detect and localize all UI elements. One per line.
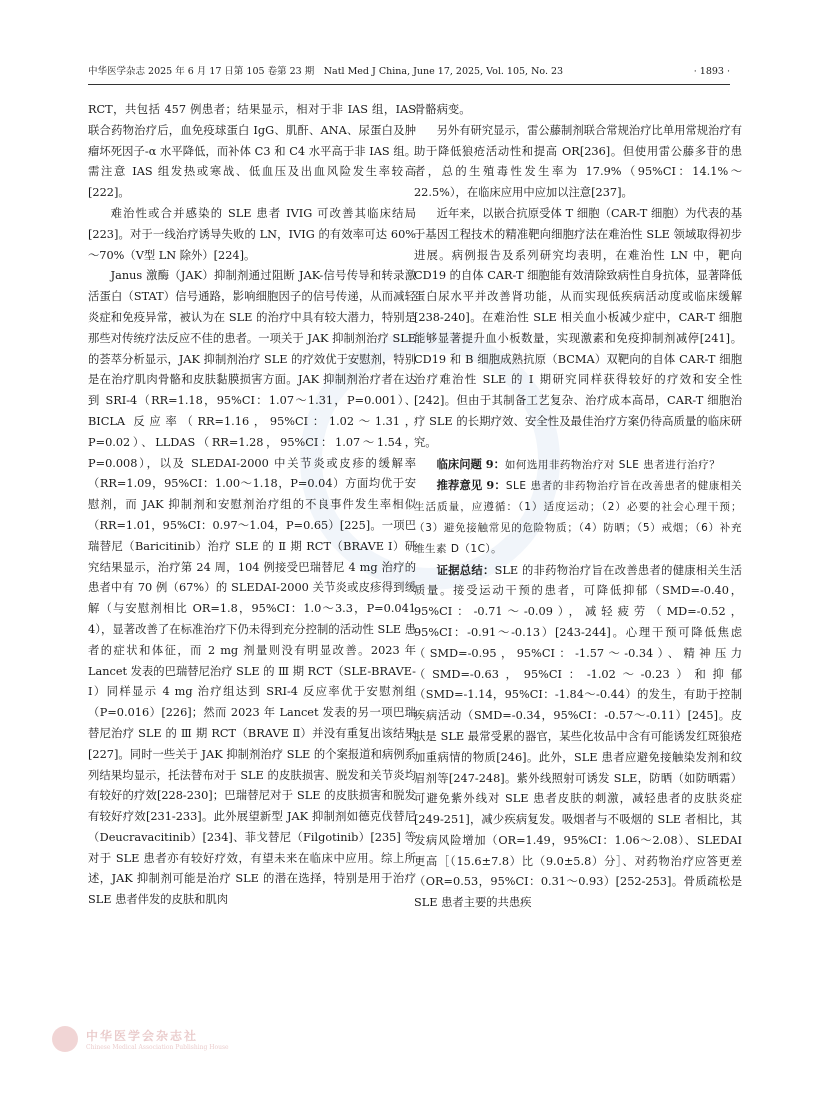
paragraph-ias-results: RCT，共包括 457 例患者；结果显示，相对于非 IAS 组，IAS 联合药物治疗后，血免疫球蛋白 IgG、肌酐、ANA、尿蛋白及肿瘤坏死因子-α 水平降低，而补体 C3 和 C4 水平高于非 IAS 组。需注意 IAS 组发热或寒战、低血压及出血风险发生率较高[222]。: [88, 103, 416, 200]
clinical-question-9: [414, 454, 742, 476]
publisher-watermark: [52, 1022, 229, 1056]
header-divider: [88, 84, 730, 85]
left-column: [88, 100, 416, 911]
evidence-summary: [414, 560, 742, 915]
evidence-label: 证据总结：: [436, 562, 495, 577]
page-number: · 1893 ·: [693, 66, 730, 77]
publisher-name-en: Chinese Medical Association Publishing House: [86, 1044, 229, 1051]
paragraph-continuation: 骨骼病变。: [414, 103, 471, 116]
paragraph-ivig: 难治性或合并感染的 SLE 患者 IVIG 可改善其临床结局[223]。对于一线治疗诱导失败的 LN，IVIG 的有效率可达 60%～70%（Ⅴ型 LN 除外）[224]。: [88, 206, 416, 262]
publisher-name-cn: 中华医学会杂志社: [86, 1029, 199, 1043]
recommendation-label: 推荐意见 9：: [436, 478, 506, 493]
recommendation-9: [414, 475, 742, 559]
publisher-logo-icon: [52, 1026, 78, 1052]
right-column: [414, 100, 742, 914]
question-text: 如何选用非药物治疗对 SLE 患者进行治疗？: [504, 458, 721, 471]
question-label: 临床问题 9：: [436, 456, 505, 471]
paragraph-tripterygium: 另外有研究显示，雷公藤制剂联合常规治疗比单用常规治疗有助于降低狼疮活动性和提高 OR[236]。但使用雷公藤多苷的患者，总的生殖毒性发生率为 17.9%（95%CI：14.1%～22.5%），在临床应用中应加以注意[237]。: [414, 123, 742, 200]
paragraph-car-t: 近年来，以嵌合抗原受体 T 细胞（CAR-T 细胞）为代表的基于基因工程技术的精准靶向细胞疗法在难治性 SLE 领域取得初步进展。病例报告及系列研究均表明，在难治性 LN 中，靶向 CD19 的自体 CAR-T 细胞能有效清除致病性自身抗体，显著降低蛋白尿水平并改善肾功能，从而实现低疾病活动度或临床缓解[238-240]。在难治性 SLE 相关血小板减少症中，CAR-T 细胞能够显著提升血小板数量，实现激素和免疫抑制剂减停[241]。CD19 和 B 细胞成熟抗原（BCMA）双靶向的自体 CAR-T 细胞治疗难治性 SLE 的 Ⅰ 期研究同样获得较好的疗效和安全性[242]。但由于其制备工艺复杂、治疗成本高昂，CAR-T 细胞治疗 SLE 的长期疗效、安全性及最佳治疗方案仍待高质量的临床研究。: [414, 206, 742, 449]
evidence-text: SLE 的非药物治疗旨在改善患者的健康相关生活质量。接受运动干预的患者，可降低抑郁（SMD=-0.40，95%CI：-0.71～-0.09），减轻疲劳（MD=-0.52，95%CI：-0.91～-0.13）[243-244]。心理干预可降低焦虑（SMD=-0.95，95%CI：-1.57～-0.34）、精神压力（SMD=-0.63，95%CI：-1.02～-0.23）和抑郁（SMD=-1.14，95%CI：-1.84～-0.44）的发生，有助于控制疾病活动（SMD=-0.34，95%CI：-0.57～-0.11）[245]。皮肤是 SLE 最常受累的器官，某些化妆品中含有可能诱发红斑狼疮加重病情的物质[246]。此外，SLE 患者应避免接触染发剂和纹眉剂等[247-248]。紫外线照射可诱发 SLE，防晒（如防晒霜）可避免紫外线对 SLE 患者皮肤的刺激，减轻患者的皮肤炎症[249-251]，减少疾病复发。吸烟者与不吸烟的 SLE 者相比，其发病风险增加（OR=1.49，95%CI：1.06～2.08）、SLEDAI 更高［（15.6±7.8）比（9.0±5.8）分］、对药物治疗应答更差（OR=0.53，95%CI：0.31～0.93）[252-253]。骨质疏松是 SLE 患者主要的共患疾: [414, 563, 742, 910]
running-header: [88, 64, 730, 80]
recommendation-text: SLE 患者的非药物治疗旨在改善患者的健康相关生活质量，应遵循：（1）适度运动；（2）必要的社会心理干预；（3）避免接触常见的危险物质；（4）防晒；（5）戒烟；（6）补充维生素 D（1C）。: [414, 480, 742, 555]
paragraph-jak-inhibitors: Janus 激酶（JAK）抑制剂通过阻断 JAK-信号传导和转录激活蛋白（STAT）信号通路，影响细胞因子的信号传递，从而减轻炎症和免疫异常，被认为在 SLE 的治疗中具有较大潜力，特别是那些对传统疗法反应不佳的患者。一项关于 JAK 抑制剂治疗 SLE 的荟萃分析显示，JAK 抑制剂治疗 SLE 的疗效优于安慰剂，特别是在治疗肌肉骨骼和皮肤黏膜损害方面。JAK 抑制剂治疗者在达到 SRI-4（RR=1.18，95%CI：1.07～1.31，P=0.001）、BICLA 反应率（RR=1.16，95%CI：1.02～1.31，P=0.02）、LLDAS（RR=1.28，95%CI：1.07～1.54，P=0.008），以及 SLEDAI-2000 中关节炎或皮疹的缓解率（RR=1.09，95%CI：1.00～1.18，P=0.04）方面均优于安慰剂，而 JAK 抑制剂和安慰剂治疗组的不良事件发生率相似（RR=1.01，95%CI：0.97～1.04，P=0.65）[225]。一项巴瑞替尼（Baricitinib）治疗 SLE 的 Ⅱ 期 RCT（BRAVE Ⅰ）研究结果显示，治疗第 24 周，104 例接受巴瑞替尼 4 mg 治疗的患者中有 70 例（67%）的 SLEDAI-2000 关节炎或皮疹得到缓解（与安慰剂相比 OR=1.8，95%CI：1.0～3.3，P=0.041 4），显著改善了在标准治疗下仍未得到充分控制的活动性 SLE 患者的症状和体征，而 2 mg 剂量则没有明显改善。2023 年 Lancet 发表的巴瑞替尼治疗 SLE 的 Ⅲ 期 RCT（SLE-BRAVE-Ⅰ）同样显示 4 mg 治疗组达到 SRI-4 反应率优于安慰剂组（P=0.016）[226]；然而 2023 年 Lancet 发表的另一项巴瑞替尼治疗 SLE 的 Ⅲ 期 RCT（BRAVE Ⅱ）并没有重复出该结果[227]。同时一些关于 JAK 抑制剂治疗 SLE 的个案报道和病例系列结果均显示，托法替布对于 SLE 的皮肤损害、脱发和关节炎均有较好的疗效[228-230]；巴瑞替尼对于 SLE 的皮肤损害和脱发有较好疗效[231-233]。此外展望新型 JAK 抑制剂如德克伐替尼（Deucravacitinib）[234]、菲戈替尼（Filgotinib）[235] 等对于 SLE 患者亦有较好疗效，有望未来在临床中应用。综上所述，JAK 抑制剂可能是治疗 SLE 的潜在选择，特别是用于治疗 SLE 患者伴发的皮肤和肌肉: [88, 269, 416, 907]
journal-citation: 中华医学杂志 2025 年 6 月 17 日第 105 卷第 23 期 Natl Med J China, June 17, 2025, Vol. 105, No. 23: [88, 66, 564, 77]
